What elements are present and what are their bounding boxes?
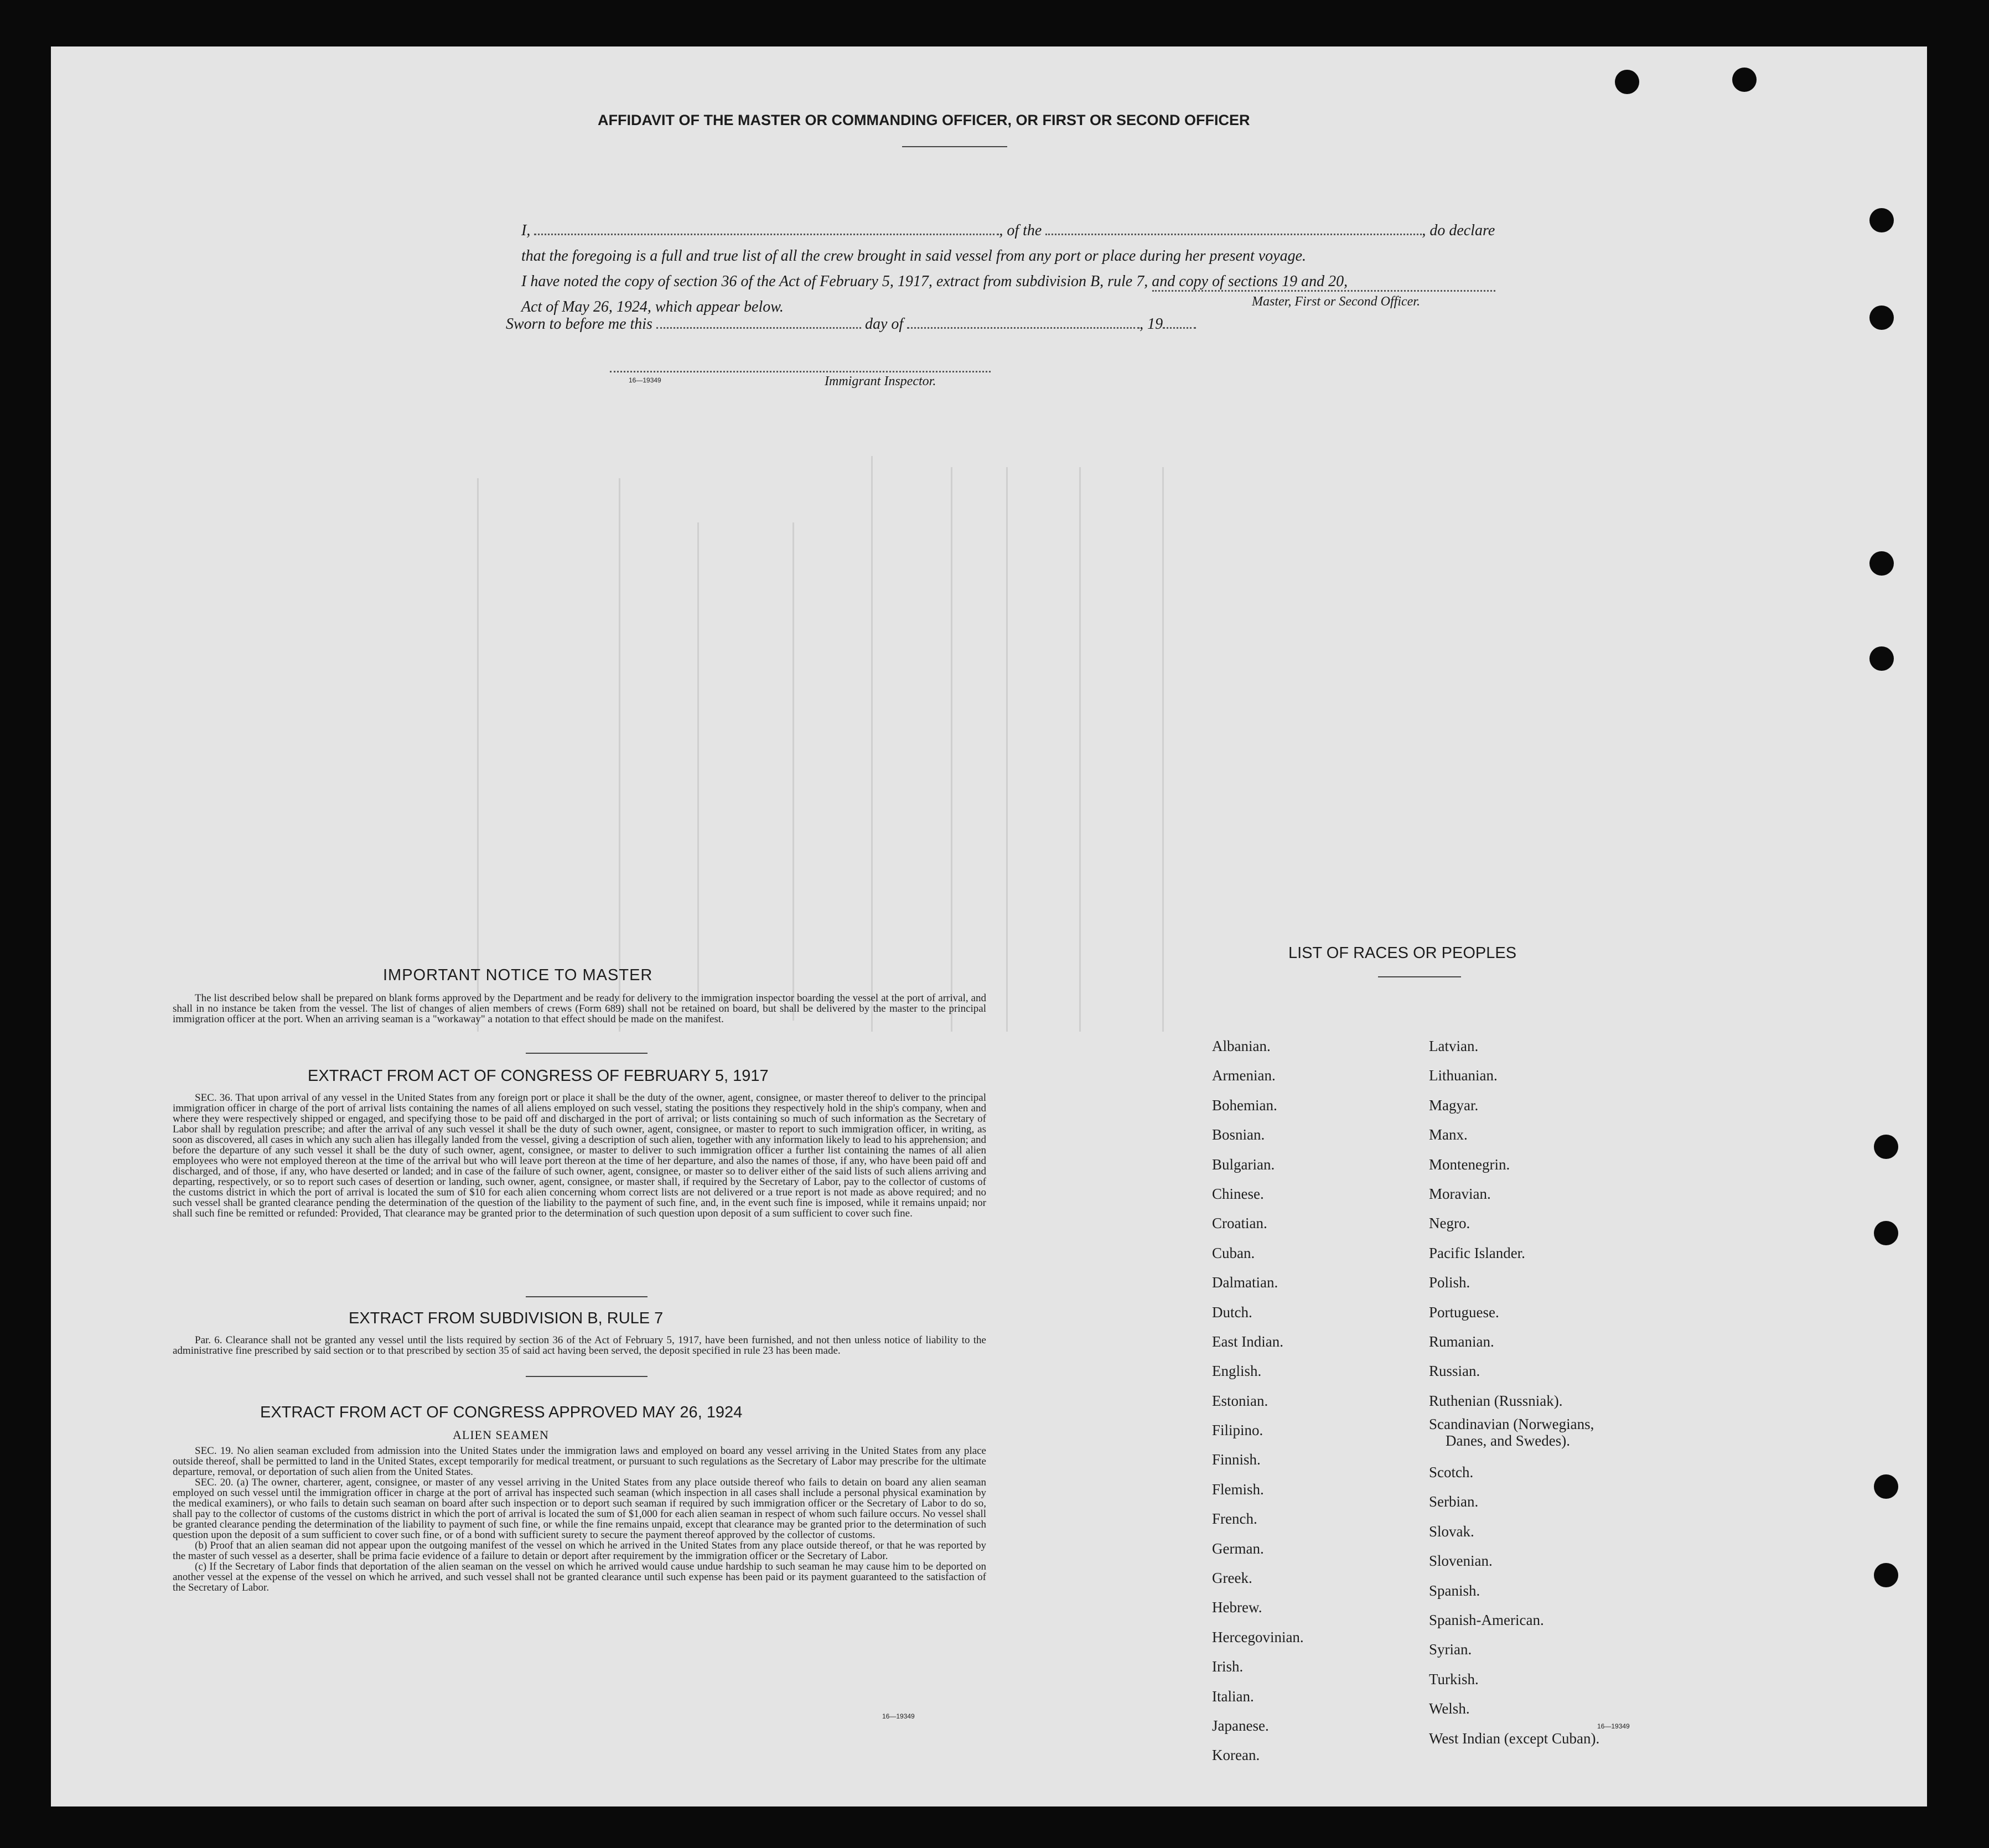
sworn-year-blank[interactable] (1163, 327, 1196, 329)
document-sheet (51, 46, 1927, 1806)
race-item: Slovak. (1429, 1523, 1474, 1540)
scan-streak (793, 522, 794, 1021)
race-item: Italian. (1212, 1687, 1254, 1705)
race-item: Polish. (1429, 1274, 1470, 1291)
extract-rule7-paragraph: Par. 6. Clearance shall not be granted any vessel until the lists required by section 36 of the Act of February 5, 1917, have been furnished, and not then unless notice of liability to the administrative fine prescribed by said section or to that prescribed by section 35 of said act having been served, the deposit specified in rule 23 has been made. (173, 1334, 986, 1357)
race-item: Manx. (1429, 1126, 1468, 1143)
race-item: East Indian. (1212, 1333, 1283, 1350)
race-item: Croatian. (1212, 1215, 1267, 1232)
race-item-continued: Danes, and Swedes). (1446, 1432, 1570, 1450)
declaration-line-1 (521, 218, 1567, 244)
race-item: Korean. (1212, 1747, 1260, 1764)
punch-hole (1732, 68, 1757, 92)
race-item: Bohemian. (1212, 1096, 1277, 1114)
race-item: Dalmatian. (1212, 1274, 1278, 1291)
punch-hole (1874, 1135, 1898, 1159)
declaration-do-declare: , do declare (1422, 222, 1495, 239)
punch-hole (1869, 551, 1894, 576)
races-title: LIST OF RACES OR PEOPLES (1288, 944, 1517, 962)
race-item: Filipino. (1212, 1422, 1263, 1439)
notice-paragraph: The list described below shall be prepared on blank forms approved by the Department and be ready for delivery to the immigration inspector boarding the vessel at the port of arrival, and shall in no instance be taken from the vessel. The list of changes of alien members of crews (Form 689) shall not be retained on board, but shall be delivered by the master to the principal immigration officer at the port. When an arriving seaman is a "workaway" a notation to that effect should be made on the manifest. (173, 992, 986, 1025)
race-item: German. (1212, 1540, 1264, 1557)
extract-1917-title: EXTRACT FROM ACT OF CONGRESS OF FEBRUARY 5, 1917 (308, 1067, 769, 1085)
declaration-i: I, (521, 222, 531, 239)
declaration-of-the: , of the (999, 222, 1042, 239)
race-item: Negro. (1429, 1215, 1470, 1232)
master-signature-line[interactable] (1152, 290, 1495, 292)
extract-rule7-rule (526, 1376, 648, 1377)
race-item: Albanian. (1212, 1038, 1271, 1054)
scan-streak (951, 467, 952, 1032)
race-item: Spanish. (1429, 1582, 1480, 1599)
sworn-month-blank[interactable] (907, 327, 1139, 329)
race-item: Latvian. (1429, 1038, 1479, 1054)
races-right-column (1429, 1032, 1599, 1753)
race-item: Hercegovinian. (1212, 1628, 1304, 1645)
declaration-line-4: Act of May 26, 1924, which appear below. (521, 298, 784, 315)
punch-hole (1869, 306, 1894, 330)
races-form-number: 16—19349 (1597, 1722, 1630, 1730)
race-item: Serbian. (1429, 1493, 1479, 1510)
inspector-signature-line[interactable] (610, 371, 991, 372)
scan-streak (1079, 467, 1081, 1032)
alien-seamen-subtitle: ALIEN SEAMEN (453, 1428, 549, 1442)
race-item: Portuguese. (1429, 1303, 1499, 1321)
master-signature-label: Master, First or Second Officer. (1252, 294, 1420, 309)
race-item: Montenegrin. (1429, 1156, 1510, 1173)
races-left-column (1212, 1032, 1304, 1771)
sworn-year-prefix: , 19 (1139, 315, 1163, 333)
race-item: Bulgarian. (1212, 1156, 1275, 1173)
sec-20c-paragraph: (c) If the Secretary of Labor finds that deportation of the alien seaman on the vessel on which he arrived would cause undue hardship to such seaman he may cause him to be deported on another vessel at the expense of the vessel on which he arrived, and such vessel shall not be granted clearance until such expense has been paid or its payment guaranteed to the satisfaction of the Secretary of Labor. (173, 1561, 986, 1593)
sworn-day-blank[interactable] (656, 327, 861, 329)
sec-19-paragraph: SEC. 19. No alien seaman excluded from admission into the United States under the immigration laws and employed on board any vessel arriving in the United States from any place outside thereof, shall be permitted to land in the United States, except temporarily for medical treatment, or pursuant to such regulations as the Secretary of Labor may prescribe for the ultimate departure, removal, or deportation of such alien from the United States. (173, 1445, 986, 1478)
race-item: Irish. (1212, 1658, 1244, 1675)
race-item: Magyar. (1429, 1096, 1479, 1114)
race-item: Pacific Islander. (1429, 1244, 1525, 1261)
race-item: Turkish. (1429, 1670, 1479, 1687)
scan-streak (697, 522, 699, 1021)
name-blank[interactable] (534, 234, 999, 235)
race-item: Hebrew. (1212, 1599, 1262, 1616)
scan-streak (1006, 467, 1008, 1032)
race-item: Rumanian. (1429, 1333, 1494, 1350)
race-item: Chinese. (1212, 1185, 1264, 1202)
scan-streak (1162, 467, 1164, 1032)
race-item: Estonian. (1212, 1392, 1268, 1409)
extract-1917-paragraph: SEC. 36. That upon arrival of any vessel in the United States from any foreign port or place it shall be the duty of the owner, agent, consignee, or master thereof to deliver to the principal immigration officer in charge of the port of arrival lists containing the names of all aliens employed on such vessel, stating the positions they respectively hold in the ship's company, when and where they were respectively shipped or engaged, and specifying those to be paid off and discharged in the port of arrival; or lists containing so much of such information as the Secretary of Labor shall by regulation prescribe; and after the arrival of any such vessel it shall be the duty of such owner, agent, consignee, or master to report to such immigration officer, in writing, as soon as discovered, all cases in which any such alien has illegally landed from the vessel, giving a description of such alien, together with any information likely to lead to his apprehension; and before the departure of any such vessel it shall be the duty of such owner, agent, consignee, or master to deliver to such immigration officer a further list containing the names of all alien employees who were not employed thereon at the time of the arrival but who will leave port thereon at the time of her departure, and also the names of those, if any, who have been paid off and discharged, and of those, if any, who have deserted or landed; and in case of the failure of such owner, agent, consignee, or master so to deliver either of the said lists of such aliens arriving and departing, respectively, or so to report such cases of desertion or landing, such owner, agent, consignee, or master shall, if required by the Secretary of Labor, pay to the collector of customs of the customs district in which the port of arrival is located the sum of $10 for each alien concerning whom correct lists are not delivered or a true report is not made as above required; and no such vessel shall be granted clearance pending the determination of the question of the liability to the payment of such fine, and, in the event such fine is imposed, while it remains unpaid; nor shall such fine be remitted or refunded: Provided, That clearance may be granted prior to the determination of such question upon deposit of a sum sufficient to cover such fine. (173, 1092, 986, 1219)
extract-rule7-title: EXTRACT FROM SUBDIVISION B, RULE 7 (349, 1309, 664, 1327)
punch-hole (1874, 1474, 1898, 1499)
affidavit-title-rule (902, 146, 1007, 147)
race-item: West Indian (except Cuban). (1429, 1730, 1600, 1747)
races-rule (1378, 976, 1461, 977)
vessel-blank[interactable] (1045, 234, 1422, 235)
race-item: Armenian. (1212, 1067, 1276, 1084)
extract-1924-body (173, 1446, 986, 1593)
extract-1917-rule (526, 1296, 648, 1297)
punch-hole (1869, 208, 1894, 232)
punch-hole (1874, 1221, 1898, 1245)
race-item: Russian. (1429, 1363, 1480, 1380)
race-item: French. (1212, 1510, 1257, 1528)
sworn-day-of: day of (864, 315, 904, 333)
extract-1917-body (173, 1093, 986, 1219)
race-item: Flemish. (1212, 1481, 1264, 1498)
race-item: Greek. (1212, 1570, 1252, 1587)
race-item: Ruthenian (Russniak). (1429, 1392, 1563, 1409)
punch-hole (1874, 1563, 1898, 1587)
race-item: Lithuanian. (1429, 1067, 1498, 1084)
race-item: Dutch. (1212, 1303, 1252, 1321)
notice-title: IMPORTANT NOTICE TO MASTER (383, 966, 653, 984)
punch-hole (1615, 70, 1639, 94)
race-item: Bosnian. (1212, 1126, 1265, 1143)
sworn-line (506, 315, 1196, 333)
race-item: Finnish. (1212, 1451, 1261, 1468)
race-item: Slovenian. (1429, 1552, 1493, 1570)
inspector-label: Immigrant Inspector. (825, 374, 936, 389)
race-item: Cuban. (1212, 1244, 1255, 1261)
punch-hole (1869, 646, 1894, 671)
race-item: Scotch. (1429, 1464, 1474, 1481)
sec-20b-paragraph: (b) Proof that an alien seaman did not appear upon the outgoing manifest of the vessel on which he arrived in the United States from any place outside thereof, or that he was reported by the master of such vessel as a deserter, shall be prima facie evidence of a failure to detain or deport after requirement by the immigration officer or the Secretary of Labor. (173, 1540, 986, 1562)
race-item: Spanish-American. (1429, 1612, 1544, 1629)
race-item: English. (1212, 1363, 1262, 1380)
declaration-line-3: I have noted the copy of section 36 of the Act of February 5, 1917, extract from subdivision B, rule 7, and copy of sections 19 and 20, (521, 273, 1348, 290)
sworn-text: Sworn to before me this (506, 315, 652, 333)
race-item: Welsh. (1429, 1700, 1470, 1717)
affidavit-form-number: 16—19349 (629, 376, 661, 384)
scan-streak (477, 478, 479, 1032)
extract-rule7-body (173, 1335, 986, 1356)
notice-rule (526, 1053, 648, 1054)
extract-1924-title: EXTRACT FROM ACT OF CONGRESS APPROVED MAY 26, 1924 (260, 1404, 743, 1421)
extract-form-number: 16—19349 (882, 1712, 915, 1720)
notice-body (173, 993, 986, 1024)
sec-20a-paragraph: SEC. 20. (a) The owner, charterer, agent, consignee, or master of any vessel arriving in the United States from any place outside thereof who fails to detain on board any alien seaman employed on such vessel until the immigration officer in charge at the port of arrival has inspected such seaman (which inspection in all cases shall include a personal physical examination by the medical examiners), or who fails to detain such seaman on board after such inspection or to deport such seaman if required by such immigration officer or the Secretary of Labor to do so, shall pay to the collector of customs of the customs district in which the port of arrival is located the sum of $1,000 for each alien seaman in respect of whom such failure occurs. No vessel shall be granted clearance pending the determination of the liability to payment of such fine, or while the fine remains unpaid, except that clearance may be granted prior to the determination of such question upon the deposit of a sum sufficient to cover such fine, or of a bond with sufficient surety to secure the payment thereof approved by the collector of customs. (173, 1477, 986, 1541)
race-item: Moravian. (1429, 1185, 1491, 1202)
race-item: Scandinavian (Norwegians, (1429, 1416, 1594, 1433)
declaration-line-2: that the foregoing is a full and true list of all the crew brought in said vessel from any port or place during her present voyage. (521, 247, 1307, 265)
scan-streak (871, 456, 873, 1032)
scan-streak (619, 478, 620, 1032)
race-item: Japanese. (1212, 1717, 1269, 1734)
race-item: Syrian. (1429, 1641, 1472, 1658)
affidavit-title: AFFIDAVIT OF THE MASTER OR COMMANDING OFFICER, OR FIRST OR SECOND OFFICER (598, 112, 1250, 128)
